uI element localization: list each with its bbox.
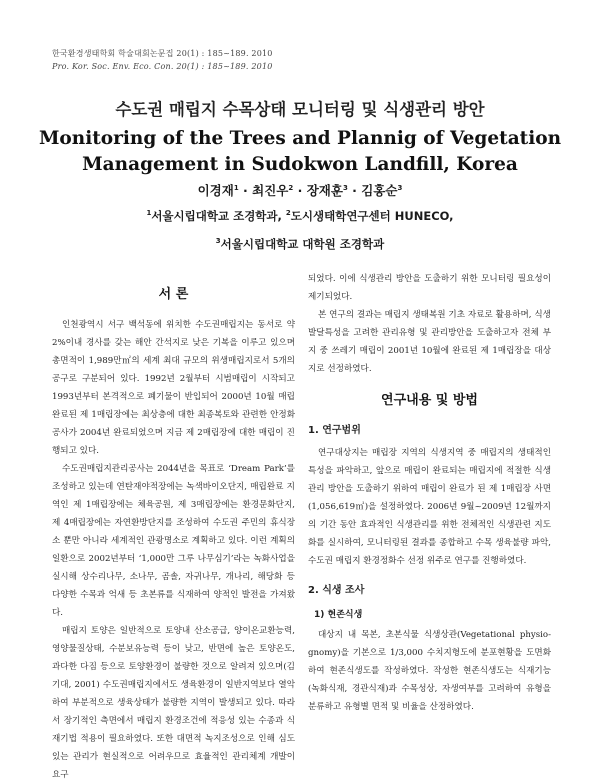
title-korean: 수도권 매립지 수목상태 모니터링 및 식생관리 방안 [115,100,485,119]
affiliation-line-2 [0,236,600,252]
body-paragraph: 대상지 내 목본, 초본식물 식생상관(Vegetational physio-gnomy)을 기본으로 1/3,000 수치지형도에 분포현황을 도면화하여 현존식생도를 작성하였다. 작성한 현존식생도는 식재기능(녹화식재, 경관식재)과 수목성상, 자생여부를 고려하여 유형을 분류하고 유형별 면적 및 비율을 산정하였다. [308,630,551,712]
subsection-title: 2. 식생 조사 [308,585,365,596]
body-paragraph: 인천광역시 서구 백석동에 위치한 수도권매립지는 동서로 약 2%이내 경사를 갖는 해안 간석지로 낮은 기복을 이루고 있으며 총면적이 1,989만㎡의 세계 최대 규모의 위생매립지로서 5개의 공구로 구분되어 있다. 1992년 2월부터 시범매립이 시작되고 1993년부터 본격적으로 폐기물이 반입되어 2000년 10월 매립 완료된 제 1매립장에는 최상층에 대한 최종복토와 관련한 안정화공사가 2004년 완료되었으며 지금 제 2매립장에 대한 매립이 진행되고 있다. [52,320,295,456]
author-name: 김홍순 [361,183,398,198]
author-separator: · [238,183,253,198]
affiliation-text: 서울시립대학교 대학원 조경학과 [220,237,385,251]
author-sup: 1 [233,183,239,192]
affiliation-sup: 3 [215,237,221,246]
subsubsection-title: 1) 현존식생 [314,610,363,620]
section-title-methods: 연구내용 및 방법 [381,393,478,408]
title-english: Monitoring of the Trees and Plannig of Vegetation Management in Sudokwon Landfill, Korea [38,128,562,175]
right-column [308,270,551,716]
left-column [52,276,295,784]
affiliation-line-1 [0,208,600,224]
body-paragraph: 매립지 토양은 일반적으로 토양내 산소공급, 양이온교환능력, 영양물질상태, 수분보유능력 등이 낮고, 반면에 높은 토양온도, 과다한 다짐 등으로 토양환경이 불량한 것으로 알려져 있으며(김기대, 2001) 수도권매립지에서도 생육환경이 일반지역보다 열악하여 부분적으로 생육상태가 불량한 지역이 발생되고 있다. 따라서 장기적인 측면에서 매립지 환경조건에 적응성 있는 수종과 식재기법 적용이 필요하였다. 또한 대면적 녹지조성으로 인해 심도 있는 관리가 현실적으로 어려우므로 효율적인 관리체계 개발이 요구 [52,626,295,780]
author-separator: · [347,183,362,198]
body-paragraph: 연구대상지는 매립장 지역의 식생지역 중 매립지의 생태적인 특성을 파악하고, 앞으로 매립이 완료되는 매립지에 적절한 식생관리 방안을 도출하기 위하여 매립이 완료가 된 제 1매립장 사면(1,056,619㎡)을 설정하였다. 2006년 9월~2009년 12월까지의 기간 동안 효과적인 식생관리를 위한 전체적인 식생관련 지도화를 실시하여, 모니터링된 결과를 종합하고 수목 생육불량 파악, 수도권 매립지 환경정화수 선정 위주로 연구를 진행하였다. [308,448,551,566]
author-name: 이경재 [197,183,234,198]
body-paragraph: 수도권매립지관리공사는 2044년을 목표로 ‘Dream Park’를 조성하고 있는데 연탄재야적장에는 녹색바이오단지, 매립완료 지역인 제 1매립장에는 체육공원, 제 3매립장에는 환경문화단지, 제 4매립장에는 자연환방단지를 조성하여 수도권 주민의 휴식장소 뿐만 아니라 세계적인 관광명소로 계획하고 있다. 이런 계획의 일환으로 2002년부터 ‘1,000만 그루 나무심기’라는 녹화사업을 실시해 상수리나무, 소나무, 곰솔, 자귀나무, 개나리, 해당화 등 다양한 수목과 억새 등 초본류를 식재하여 양적인 발전을 가져왔다. [52,464,295,618]
body-paragraph: 본 연구의 결과는 매립지 생태복원 기초 자료로 활용하며, 식생발달특성을 고려한 관리유형 및 관리방안을 도출하고자 전체 부지 중 쓰레기 매립이 2001년 10월에 완료된 제 1매립장을 대상지로 선정하였다. [308,310,551,374]
author-name: 장재훈 [306,183,343,198]
author-name: 최진우 [252,183,289,198]
author-sup: 3 [342,183,348,192]
author-separator: · [293,183,307,198]
body-paragraph: 되었다. 이에 식생관리 방안을 도출하기 위한 모니터링 필요성이 제기되었다. [308,274,551,302]
affiliation-text: 서울시립대학교 조경학과, [151,209,286,223]
affiliation-sup: 1 [146,209,152,218]
affiliation-text: 도시생태학연구센터 HUNECO, [290,209,454,223]
affiliation-sup: 2 [285,209,291,218]
author-list [0,181,600,199]
author-sup: 2 [288,183,294,192]
subsection-title: 1. 연구범위 [308,425,361,436]
journal-reference-korean: 한국환경생태학회 학술대회논문집 20(1) : 185~189. 2010 [52,49,273,58]
section-title-introduction: 서 론 [158,287,189,302]
author-sup: 3 [397,183,403,192]
journal-reference-english: Pro. Kor. Soc. Env. Eco. Con. 20(1) : 185~189. 2010 [52,62,273,71]
